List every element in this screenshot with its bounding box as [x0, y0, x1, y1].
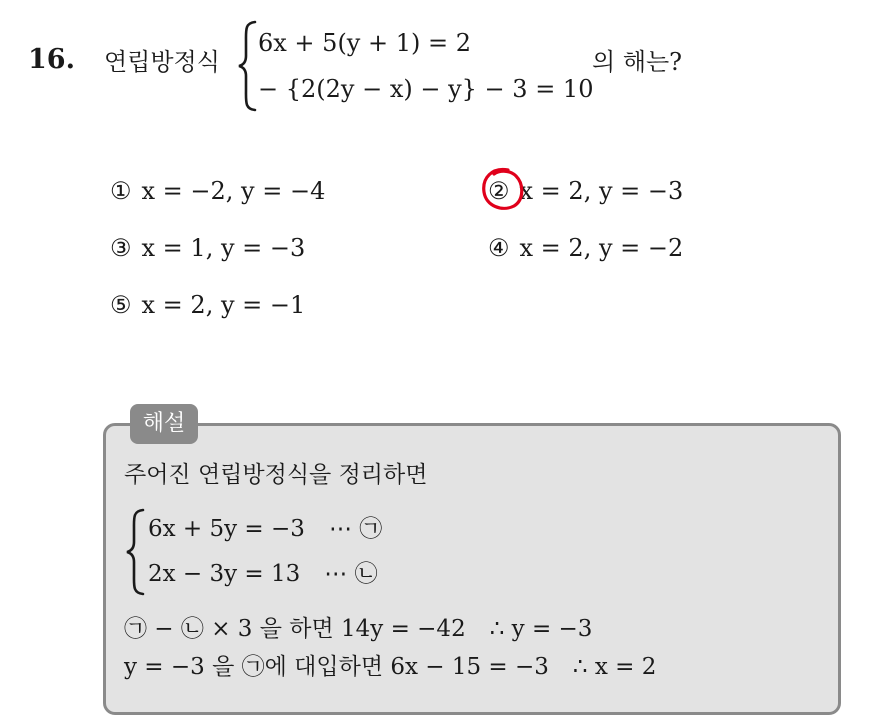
- step-result: ∴ x = 2: [572, 654, 657, 680]
- choice-5[interactable]: [110, 288, 305, 322]
- choice-number: ②: [488, 177, 510, 205]
- equation-tag: ⋯ ㉡: [324, 561, 378, 587]
- problem-question-tail: 의 해는?: [592, 48, 683, 76]
- solution-intro: 주어진 연립방정식을 정리하면: [124, 462, 428, 488]
- equation-tag: ⋯ ㉠: [328, 516, 383, 542]
- choice-number: ①: [110, 177, 132, 205]
- equation-text: 6x + 5y = −3: [148, 516, 305, 542]
- step-text: ㉠ − ㉡ × 3 을 하면 14y = −42: [124, 616, 466, 642]
- problem-equation-1: 6x + 5(y + 1) = 2: [258, 29, 471, 57]
- choice-text: x = 2, y = −3: [519, 177, 684, 205]
- choice-number: ④: [488, 234, 510, 262]
- choice-number: ③: [110, 234, 132, 262]
- problem-lead-text: 연립방정식: [104, 48, 220, 76]
- choice-4[interactable]: [488, 231, 683, 265]
- solution-equation-1: [148, 512, 382, 546]
- answer-circle-icon: [478, 164, 528, 214]
- choice-text: x = 2, y = −2: [519, 234, 684, 262]
- choice-3[interactable]: [110, 231, 305, 265]
- step-result: ∴ y = −3: [489, 616, 593, 642]
- step-text: y = −3 을 ㉠에 대입하면 6x − 15 = −3: [124, 654, 549, 680]
- problem-equation-2: − {2(2y − x) − y} − 3 = 10: [258, 75, 594, 103]
- solution-tab-label: 해설: [130, 404, 198, 444]
- solution-brace-icon: [124, 508, 146, 596]
- equation-text: 2x − 3y = 13: [148, 561, 301, 587]
- choice-1[interactable]: [110, 174, 325, 208]
- solution-step-1: [124, 612, 592, 646]
- solution-step-2: [124, 650, 656, 684]
- solution-equation-2: [148, 557, 378, 591]
- problem-number: 16.: [28, 44, 75, 75]
- choice-number: ⑤: [110, 291, 132, 319]
- choice-text: x = −2, y = −4: [141, 177, 326, 205]
- system-brace-icon: [236, 20, 258, 112]
- choice-text: x = 2, y = −1: [141, 291, 306, 319]
- choice-text: x = 1, y = −3: [141, 234, 306, 262]
